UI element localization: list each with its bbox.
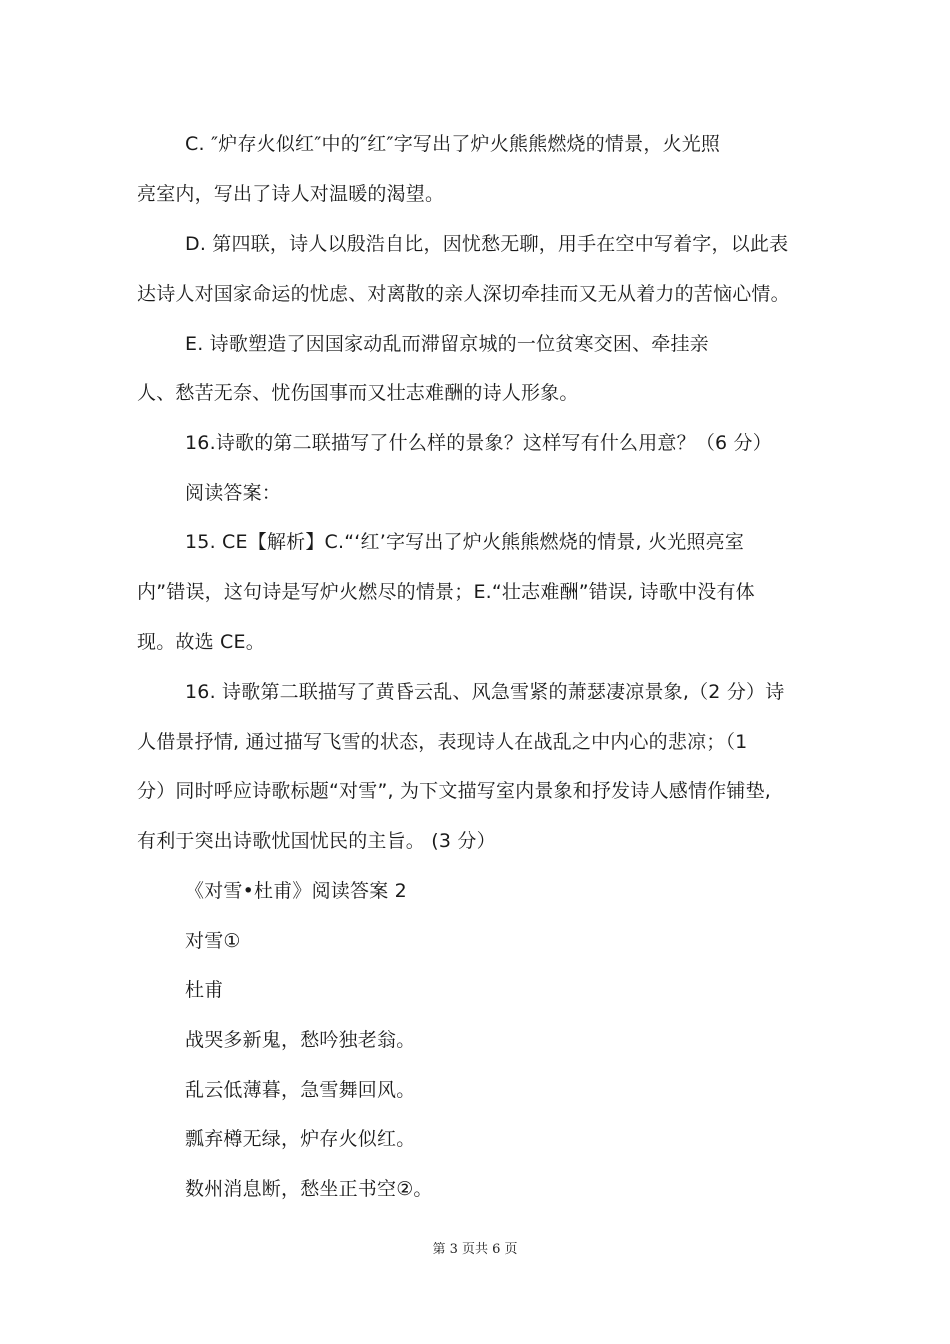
poem-line: 瓢弃樽无绿，炉存火似红。 — [185, 1128, 416, 1150]
answer-line: 15. CE【解析】C.“‘红’字写出了炉火熊熊燃烧的情景, 火光照亮室 — [185, 531, 745, 553]
paragraph-line: 亮室内，写出了诗人对温暖的渴望。 — [137, 183, 445, 205]
answer-line: 有利于突出诗歌忧国忧民的主旨。 (3 分） — [137, 830, 496, 852]
section-heading: 阅读答案： — [185, 482, 282, 504]
poem-line: 乱云低薄暮，急雪舞回风。 — [185, 1079, 416, 1101]
paragraph-line: D. 第四联，诗人以殷浩自比，因忧愁无聊，用手在空中写着字，以此表 — [185, 233, 789, 255]
question-line: 16.诗歌的第二联描写了什么样的景象？这样写有什么用意？（6 分） — [185, 432, 772, 454]
answer-line: 16. 诗歌第二联描写了黄昏云乱、风急雪紧的萧瑟凄凉景象,（2 分）诗 — [185, 681, 785, 703]
answer-line: 分）同时呼应诗歌标题“对雪”, 为下文描写室内景象和抒发诗人感情作铺垫, — [137, 780, 772, 802]
paragraph-line: C. ″炉存火似红″中的″红″字写出了炉火熊熊燃烧的情景，火光照 — [185, 133, 721, 155]
poem-title: 对雪① — [185, 930, 241, 952]
answer-line: 人借景抒情, 通过描写飞雪的状态，表现诗人在战乱之中内心的悲凉；（1 — [137, 731, 748, 753]
page-number-footer: 第 3 页共 6 页 — [432, 1242, 518, 1257]
paragraph-line: E. 诗歌塑造了因国家动乱而滞留京城的一位贫寒交困、牵挂亲 — [185, 333, 709, 355]
poem-line: 数州消息断，愁坐正书空②。 — [185, 1178, 433, 1200]
poem-line: 战哭多新鬼，愁吟独老翁。 — [185, 1029, 416, 1051]
answer-line: 现。故选 CE。 — [137, 631, 265, 653]
poem-author: 杜甫 — [185, 979, 224, 1001]
paragraph-line: 达诗人对国家命运的忧虑、对离散的亲人深切牵挂而又无从着力的苦恼心情。 — [137, 283, 790, 305]
article-title: 《对雪•杜甫》阅读答案 2 — [185, 880, 407, 902]
paragraph-line: 人、愁苦无奈、忧伤国事而又壮志难酬的诗人形象。 — [137, 382, 579, 404]
answer-line: 内”错误，这句诗是写炉火燃尽的情景；E.“壮志难酬”错误, 诗歌中没有体 — [137, 581, 755, 603]
